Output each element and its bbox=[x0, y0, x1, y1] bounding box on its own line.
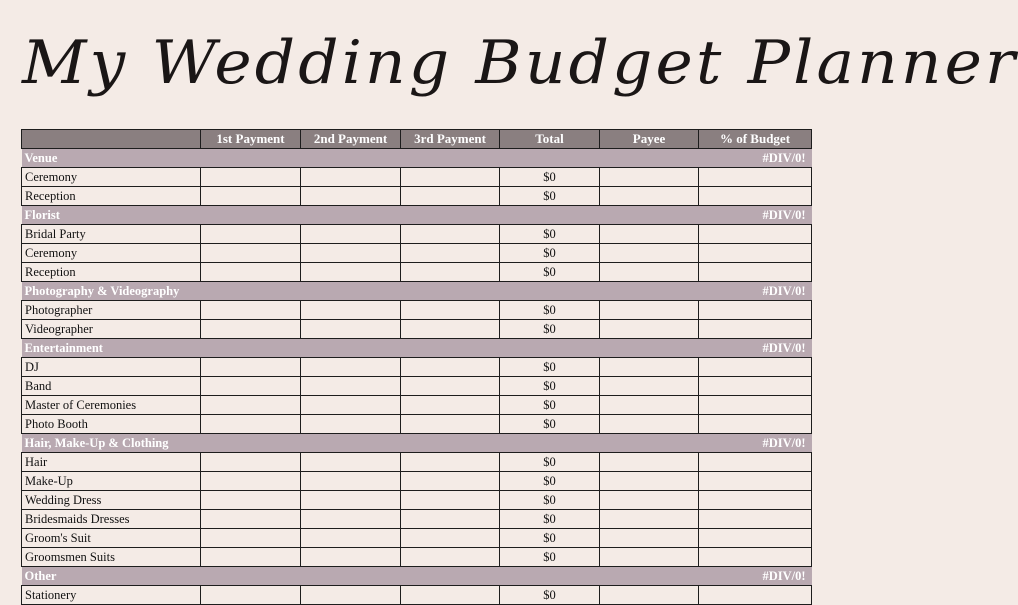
cell-payee[interactable] bbox=[600, 377, 699, 396]
cell-3rd-payment[interactable] bbox=[401, 244, 500, 263]
cell-2nd-payment[interactable] bbox=[301, 263, 401, 282]
table-row bbox=[22, 358, 812, 377]
cell-total[interactable]: $0 bbox=[500, 510, 600, 529]
cell-2nd-payment[interactable] bbox=[301, 225, 401, 244]
category-row bbox=[22, 567, 812, 586]
cell-3rd-payment[interactable] bbox=[401, 263, 500, 282]
cell-2nd-payment[interactable] bbox=[301, 529, 401, 548]
cell-1st-payment[interactable] bbox=[201, 263, 301, 282]
category-row bbox=[22, 149, 812, 168]
cell-payee[interactable] bbox=[600, 529, 699, 548]
cell-payee[interactable] bbox=[600, 358, 699, 377]
item-label[interactable]: Reception bbox=[22, 187, 201, 206]
cell-pct-budget[interactable] bbox=[699, 320, 812, 339]
cell-total[interactable]: $0 bbox=[500, 377, 600, 396]
col-header-total: Total bbox=[500, 130, 600, 149]
col-header-3rd-payment: 3rd Payment bbox=[401, 130, 500, 149]
cell-1st-payment[interactable] bbox=[201, 320, 301, 339]
cell-3rd-payment[interactable] bbox=[401, 586, 500, 605]
item-label[interactable]: Groomsmen Suits bbox=[22, 548, 201, 567]
cell-pct-budget[interactable] bbox=[699, 396, 812, 415]
cell-payee[interactable] bbox=[600, 301, 699, 320]
cell-1st-payment[interactable] bbox=[201, 301, 301, 320]
cell-payee[interactable] bbox=[600, 320, 699, 339]
category-name[interactable]: Hair, Make-Up & Clothing bbox=[22, 434, 699, 453]
cell-total[interactable]: $0 bbox=[500, 187, 600, 206]
cell-total[interactable]: $0 bbox=[500, 472, 600, 491]
table-row bbox=[22, 415, 812, 434]
cell-pct-budget[interactable] bbox=[699, 244, 812, 263]
category-pct-budget[interactable]: #DIV/0! bbox=[699, 339, 812, 358]
cell-3rd-payment[interactable] bbox=[401, 396, 500, 415]
cell-3rd-payment[interactable] bbox=[401, 548, 500, 567]
cell-payee[interactable] bbox=[600, 263, 699, 282]
cell-total[interactable]: $0 bbox=[500, 415, 600, 434]
cell-total[interactable]: $0 bbox=[500, 225, 600, 244]
cell-2nd-payment[interactable] bbox=[301, 415, 401, 434]
col-header-pct-budget: % of Budget bbox=[699, 130, 812, 149]
cell-total[interactable]: $0 bbox=[500, 586, 600, 605]
table-row bbox=[22, 586, 812, 605]
cell-2nd-payment[interactable] bbox=[301, 396, 401, 415]
table-row bbox=[22, 320, 812, 339]
cell-3rd-payment[interactable] bbox=[401, 529, 500, 548]
cell-2nd-payment[interactable] bbox=[301, 168, 401, 187]
cell-1st-payment[interactable] bbox=[201, 510, 301, 529]
item-label[interactable]: Master of Ceremonies bbox=[22, 396, 201, 415]
cell-total[interactable]: $0 bbox=[500, 263, 600, 282]
cell-pct-budget[interactable] bbox=[699, 472, 812, 491]
cell-1st-payment[interactable] bbox=[201, 187, 301, 206]
cell-pct-budget[interactable] bbox=[699, 510, 812, 529]
table-row bbox=[22, 396, 812, 415]
cell-2nd-payment[interactable] bbox=[301, 491, 401, 510]
cell-3rd-payment[interactable] bbox=[401, 168, 500, 187]
cell-pct-budget[interactable] bbox=[699, 225, 812, 244]
cell-1st-payment[interactable] bbox=[201, 225, 301, 244]
table-row bbox=[22, 548, 812, 567]
cell-2nd-payment[interactable] bbox=[301, 586, 401, 605]
cell-3rd-payment[interactable] bbox=[401, 358, 500, 377]
cell-pct-budget[interactable] bbox=[699, 168, 812, 187]
cell-2nd-payment[interactable] bbox=[301, 548, 401, 567]
cell-1st-payment[interactable] bbox=[201, 472, 301, 491]
cell-2nd-payment[interactable] bbox=[301, 453, 401, 472]
table-row bbox=[22, 168, 812, 187]
item-label[interactable]: Videographer bbox=[22, 320, 201, 339]
cell-1st-payment[interactable] bbox=[201, 377, 301, 396]
cell-1st-payment[interactable] bbox=[201, 586, 301, 605]
cell-payee[interactable] bbox=[600, 225, 699, 244]
cell-payee[interactable] bbox=[600, 491, 699, 510]
item-label[interactable]: Wedding Dress bbox=[22, 491, 201, 510]
cell-pct-budget[interactable] bbox=[699, 358, 812, 377]
cell-total[interactable]: $0 bbox=[500, 301, 600, 320]
category-name[interactable]: Other bbox=[22, 567, 699, 586]
cell-1st-payment[interactable] bbox=[201, 358, 301, 377]
cell-3rd-payment[interactable] bbox=[401, 510, 500, 529]
table-row bbox=[22, 529, 812, 548]
cell-payee[interactable] bbox=[600, 396, 699, 415]
cell-3rd-payment[interactable] bbox=[401, 301, 500, 320]
cell-total[interactable]: $0 bbox=[500, 320, 600, 339]
cell-payee[interactable] bbox=[600, 586, 699, 605]
cell-pct-budget[interactable] bbox=[699, 415, 812, 434]
cell-payee[interactable] bbox=[600, 168, 699, 187]
cell-pct-budget[interactable] bbox=[699, 548, 812, 567]
item-label[interactable]: Photographer bbox=[22, 301, 201, 320]
cell-2nd-payment[interactable] bbox=[301, 358, 401, 377]
header-row bbox=[22, 130, 812, 149]
cell-3rd-payment[interactable] bbox=[401, 472, 500, 491]
cell-payee[interactable] bbox=[600, 453, 699, 472]
cell-1st-payment[interactable] bbox=[201, 396, 301, 415]
table-row bbox=[22, 491, 812, 510]
cell-2nd-payment[interactable] bbox=[301, 377, 401, 396]
category-row bbox=[22, 282, 812, 301]
page-title: My Wedding Budget Planner bbox=[22, 28, 1018, 98]
item-label[interactable]: Groom's Suit bbox=[22, 529, 201, 548]
col-header-2nd-payment: 2nd Payment bbox=[301, 130, 401, 149]
cell-payee[interactable] bbox=[600, 548, 699, 567]
category-pct-budget[interactable]: #DIV/0! bbox=[699, 434, 812, 453]
category-name[interactable]: Venue bbox=[22, 149, 699, 168]
cell-payee[interactable] bbox=[600, 244, 699, 263]
category-name[interactable]: Florist bbox=[22, 206, 699, 225]
item-label[interactable]: Stationery bbox=[22, 586, 201, 605]
cell-3rd-payment[interactable] bbox=[401, 187, 500, 206]
col-header-1st-payment: 1st Payment bbox=[201, 130, 301, 149]
table-row bbox=[22, 225, 812, 244]
cell-payee[interactable] bbox=[600, 187, 699, 206]
cell-total[interactable]: $0 bbox=[500, 168, 600, 187]
table-row bbox=[22, 263, 812, 282]
cell-1st-payment[interactable] bbox=[201, 453, 301, 472]
table-row bbox=[22, 472, 812, 491]
cell-3rd-payment[interactable] bbox=[401, 377, 500, 396]
item-label[interactable]: Hair bbox=[22, 453, 201, 472]
item-label[interactable]: Band bbox=[22, 377, 201, 396]
cell-3rd-payment[interactable] bbox=[401, 491, 500, 510]
cell-pct-budget[interactable] bbox=[699, 187, 812, 206]
cell-payee[interactable] bbox=[600, 472, 699, 491]
category-row bbox=[22, 339, 812, 358]
table-row bbox=[22, 510, 812, 529]
category-row bbox=[22, 206, 812, 225]
cell-total[interactable]: $0 bbox=[500, 396, 600, 415]
table-row bbox=[22, 244, 812, 263]
item-label[interactable]: Reception bbox=[22, 263, 201, 282]
cell-3rd-payment[interactable] bbox=[401, 320, 500, 339]
cell-1st-payment[interactable] bbox=[201, 244, 301, 263]
table-row bbox=[22, 453, 812, 472]
category-pct-budget[interactable]: #DIV/0! bbox=[699, 149, 812, 168]
cell-total[interactable]: $0 bbox=[500, 491, 600, 510]
item-label[interactable]: Ceremony bbox=[22, 168, 201, 187]
cell-2nd-payment[interactable] bbox=[301, 320, 401, 339]
cell-pct-budget[interactable] bbox=[699, 529, 812, 548]
cell-2nd-payment[interactable] bbox=[301, 187, 401, 206]
cell-pct-budget[interactable] bbox=[699, 263, 812, 282]
cell-3rd-payment[interactable] bbox=[401, 415, 500, 434]
cell-2nd-payment[interactable] bbox=[301, 244, 401, 263]
cell-total[interactable]: $0 bbox=[500, 548, 600, 567]
cell-1st-payment[interactable] bbox=[201, 415, 301, 434]
cell-total[interactable]: $0 bbox=[500, 453, 600, 472]
category-pct-budget[interactable]: #DIV/0! bbox=[699, 567, 812, 586]
cell-pct-budget[interactable] bbox=[699, 491, 812, 510]
item-label[interactable]: Photo Booth bbox=[22, 415, 201, 434]
cell-2nd-payment[interactable] bbox=[301, 510, 401, 529]
cell-3rd-payment[interactable] bbox=[401, 225, 500, 244]
category-name[interactable]: Photography & Videography bbox=[22, 282, 699, 301]
category-pct-budget[interactable]: #DIV/0! bbox=[699, 206, 812, 225]
col-header-payee: Payee bbox=[600, 130, 699, 149]
category-name[interactable]: Entertainment bbox=[22, 339, 699, 358]
cell-1st-payment[interactable] bbox=[201, 168, 301, 187]
cell-2nd-payment[interactable] bbox=[301, 301, 401, 320]
cell-pct-budget[interactable] bbox=[699, 301, 812, 320]
cell-3rd-payment[interactable] bbox=[401, 453, 500, 472]
budget-table bbox=[21, 129, 812, 605]
table-row bbox=[22, 301, 812, 320]
item-label[interactable]: Bridesmaids Dresses bbox=[22, 510, 201, 529]
cell-total[interactable]: $0 bbox=[500, 529, 600, 548]
cell-total[interactable]: $0 bbox=[500, 358, 600, 377]
cell-total[interactable]: $0 bbox=[500, 244, 600, 263]
cell-pct-budget[interactable] bbox=[699, 586, 812, 605]
table-row bbox=[22, 377, 812, 396]
cell-pct-budget[interactable] bbox=[699, 453, 812, 472]
category-row bbox=[22, 434, 812, 453]
cell-1st-payment[interactable] bbox=[201, 491, 301, 510]
item-label[interactable]: Bridal Party bbox=[22, 225, 201, 244]
category-pct-budget[interactable]: #DIV/0! bbox=[699, 282, 812, 301]
table-row bbox=[22, 187, 812, 206]
cell-payee[interactable] bbox=[600, 510, 699, 529]
cell-1st-payment[interactable] bbox=[201, 548, 301, 567]
cell-payee[interactable] bbox=[600, 415, 699, 434]
item-label[interactable]: Make-Up bbox=[22, 472, 201, 491]
cell-pct-budget[interactable] bbox=[699, 377, 812, 396]
col-header-label bbox=[22, 130, 201, 149]
cell-1st-payment[interactable] bbox=[201, 529, 301, 548]
cell-2nd-payment[interactable] bbox=[301, 472, 401, 491]
item-label[interactable]: DJ bbox=[22, 358, 201, 377]
item-label[interactable]: Ceremony bbox=[22, 244, 201, 263]
